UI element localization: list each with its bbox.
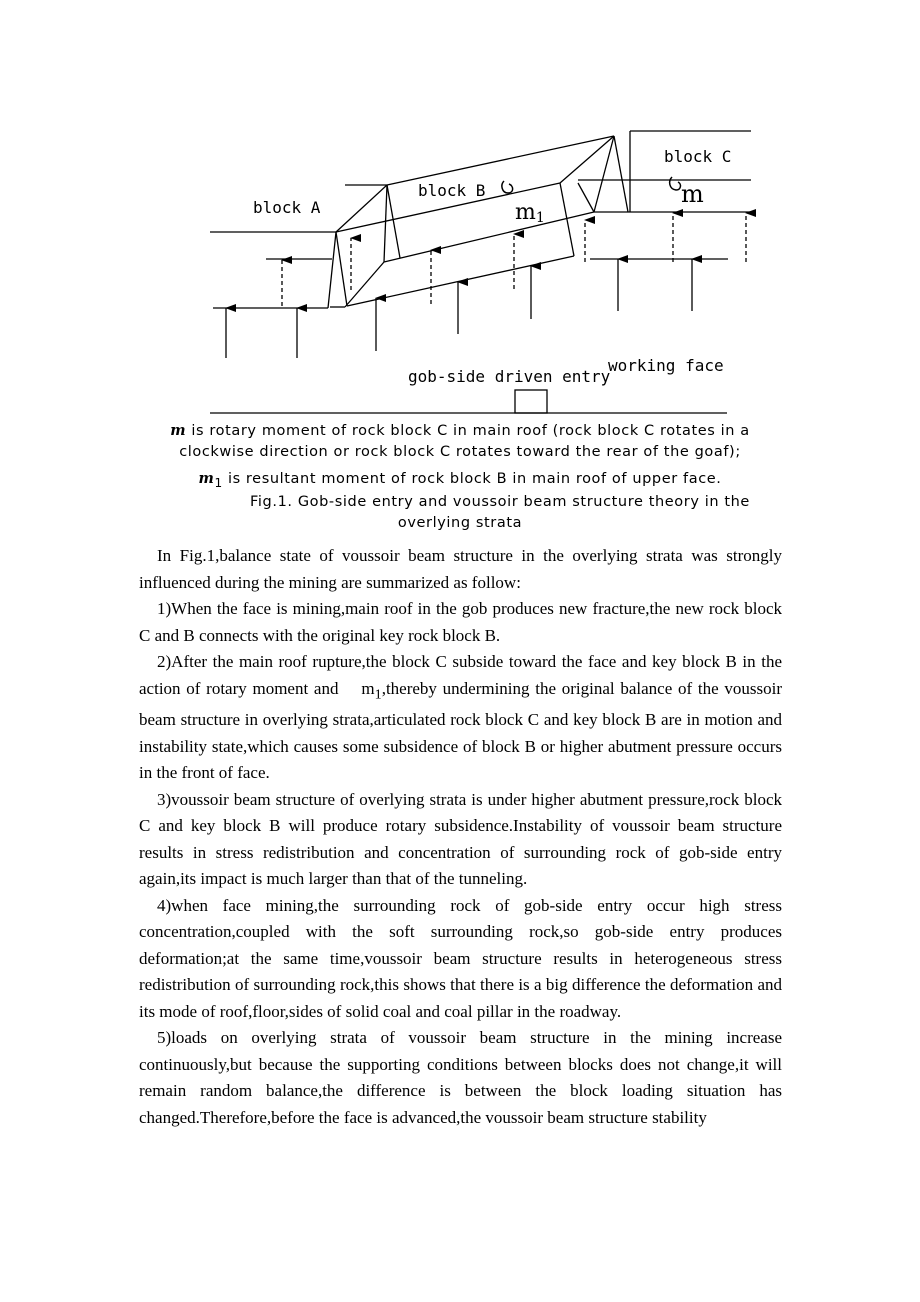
moment-c-icon [670, 177, 681, 190]
figure-title: Fig.1. Gob-side entry and voussoir beam structure theory in the [250, 494, 750, 510]
figure-title-2: overlying strata [397, 515, 523, 531]
label-face: working face [608, 356, 724, 375]
caption-m-line1: m is rotary moment of rock block C in main roof (rock block C rotates in a [170, 422, 750, 439]
label-m1: m1 [515, 200, 545, 226]
intro-paragraph: In Fig.1,balance state of voussoir beam structure in the overlying strata was strongly influenced during the mining are summarized as follow: [139, 546, 782, 592]
point-5: 5)loads on overlying strata of voussoir beam structure in the mining increase continuously,but because the supporting conditions between blocks does not change,it will remain random balance,the difference is between the block loading situation has changed.Therefore,before the face is advanced,the voussoir beam structure stability [139, 1028, 782, 1127]
point-4: 4)when face mining,the surrounding rock of gob-side entry occur high stress concentration,coupled with the soft surrounding rock,so gob-side entry produces deformation;at the same time,voussoir beam structure results in heterogeneous stress redistribution of surrounding rock,this shows that there is a big difference the deformation and its mode of roof,floor,sides of solid coal and coal pillar in the roadway. [139, 895, 782, 1021]
label-entry: gob-side driven entry [408, 367, 611, 386]
caption-m-line2: clockwise direction or rock block C rotates toward the rear of the goaf); [179, 444, 741, 460]
point-3: 3)voussoir beam structure of overlying strata is under higher abutment pressure,rock block C and key block B will produce rotary subsidence.Instability of voussoir beam structure results in stress redistribution and concentration of surrounding rock of gob-side entry again,its impact is much larger than that of the tunneling. [139, 789, 782, 889]
point-2: 2)After the main roof rupture,the block C subside toward the face and key block B in the action of rotary moment and $m_1,thereby$ undermining the original balance of the voussoir beam structure in overlying strata,articulated rock block C and key block B are in motion and instability state,which causes some subsidence of block B or higher abutment pressure occurs in the front of face. [139, 652, 782, 783]
point-1: 1)When the face is mining,main roof in the gob produces new fracture,the new rock block C and B connects with the original key rock block B. [139, 599, 782, 645]
label-block-c: block C [664, 147, 732, 166]
label-block-b: block B [418, 181, 486, 200]
label-block-a: block A [253, 198, 321, 217]
label-m: m [681, 180, 704, 208]
moment-b-icon [502, 181, 513, 193]
caption-m1: $m_1$ is resultant moment of rock block B in main roof of upper face. [198, 470, 722, 490]
body-text [139, 543, 782, 1131]
